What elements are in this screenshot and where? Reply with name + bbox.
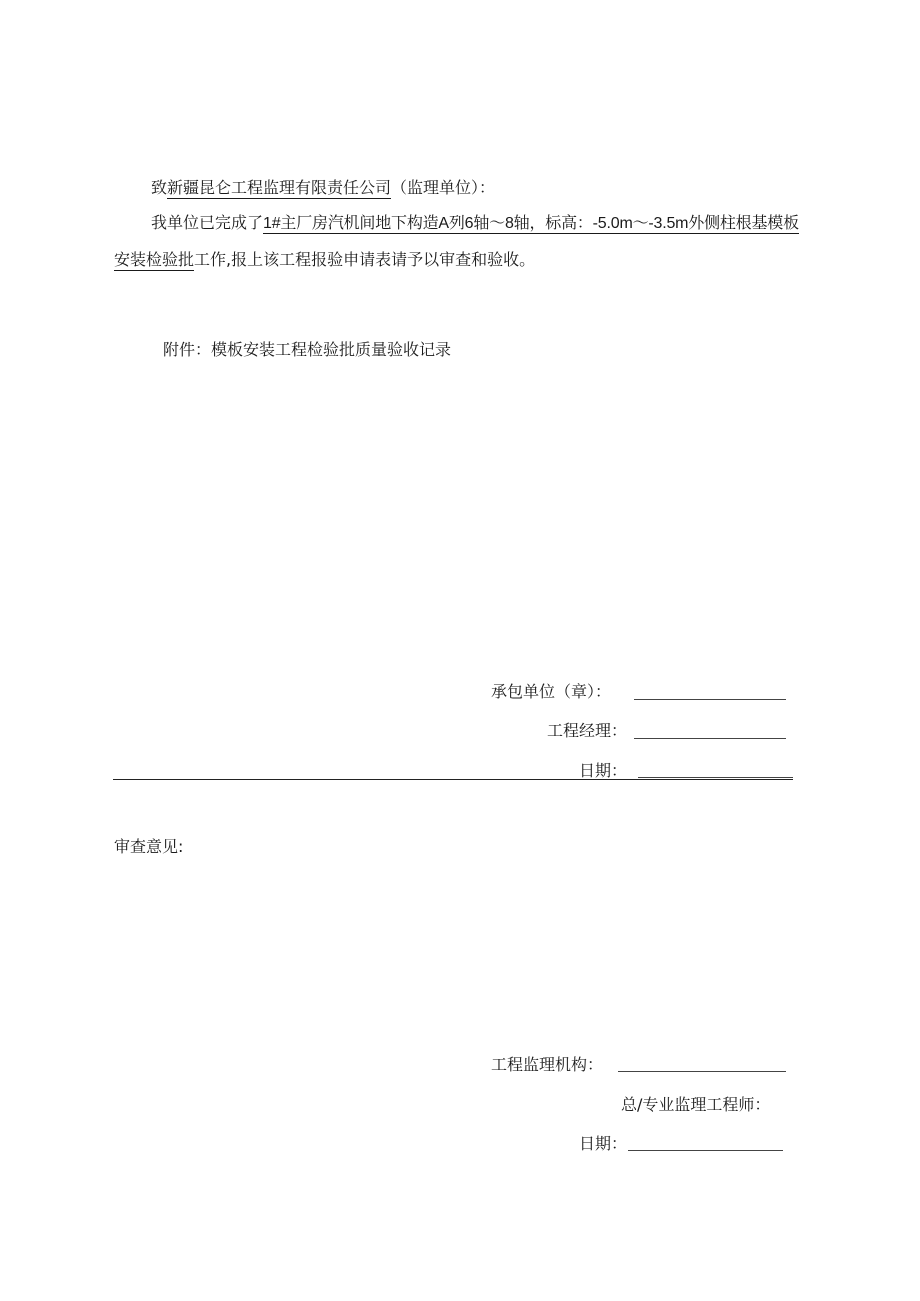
- manager-label: 工程经理：: [547, 721, 628, 740]
- recipient-suffix: （监理单位）：: [391, 178, 496, 197]
- contractor-unit-label: 承包单位（章）：: [491, 682, 612, 701]
- review-opinion-label: 审查意见:: [114, 837, 184, 856]
- work-item-line2: 安装检验批: [114, 250, 195, 269]
- supervisor-org-label: 工程监理机构：: [491, 1055, 604, 1074]
- recipient-name: 新疆昆仑工程监理有限责任公司: [167, 178, 392, 197]
- supervisor-date-blank[interactable]: [628, 1134, 783, 1151]
- supervisor-date-row: [579, 1133, 627, 1155]
- greeting-line: [151, 177, 495, 199]
- contractor-unit-blank[interactable]: [634, 683, 786, 700]
- contractor-date-blank[interactable]: [638, 761, 793, 778]
- engineer-label: 总/专业监理工程师：: [621, 1095, 771, 1114]
- body-line-2: [114, 249, 535, 271]
- supervisor-org-row: [491, 1054, 603, 1076]
- manager-blank[interactable]: [634, 722, 786, 739]
- body-prefix: 我单位已完成了: [151, 213, 264, 232]
- greeting-prefix: 致: [151, 178, 168, 197]
- supervisor-org-blank[interactable]: [618, 1055, 786, 1072]
- supervisor-date-label: 日期：: [579, 1134, 628, 1153]
- section-divider: [113, 779, 793, 780]
- contractor-date-label: 日期：: [579, 761, 628, 780]
- body-suffix: 工作,报上该工程报验申请表请予以审查和验收。: [194, 250, 536, 269]
- engineer-row: [621, 1094, 770, 1116]
- work-item-line1: 1#主厂房汽机间地下构造A列6轴～8轴，标高：-5.0m～-3.5m外侧柱根基模板: [263, 215, 799, 232]
- attachment-line: 附件：模板安装工程检验批质量验收记录: [163, 340, 452, 359]
- contractor-unit-row: [491, 681, 611, 703]
- manager-row: [547, 720, 627, 742]
- body-line-1: [151, 212, 799, 235]
